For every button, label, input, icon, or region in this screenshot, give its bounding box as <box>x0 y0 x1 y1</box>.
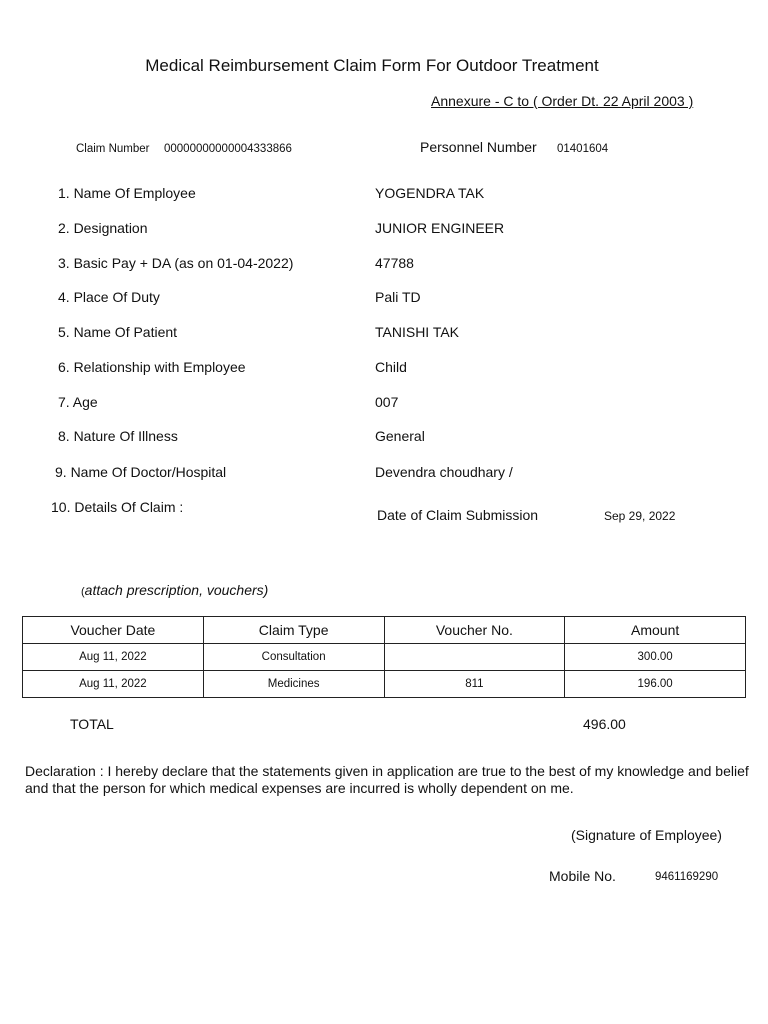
total-label: TOTAL <box>70 716 114 732</box>
mobile-number-value: 9461169290 <box>655 871 719 883</box>
declaration-text: Declaration : I hereby declare that the statements given in application are true to the best of my knowledge and belief and that the person for which medical expenses are incurred is wholly dependent on me. <box>25 763 749 796</box>
personnel-number-value: 01401604 <box>557 143 609 155</box>
field-label-patient-name: 5. Name Of Patient <box>58 324 178 340</box>
cell-amount: 300.00 <box>565 644 746 671</box>
claim-submission-date-value: Sep 29, 2022 <box>604 509 676 523</box>
field-value-age: 007 <box>375 394 399 410</box>
header-voucher-date: Voucher Date <box>23 617 204 644</box>
cell-voucher-no <box>384 644 565 671</box>
claim-submission-date-label: Date of Claim Submission <box>377 507 539 523</box>
attach-note-text: attach prescription, vouchers) <box>84 582 269 598</box>
voucher-table <box>22 616 746 698</box>
cell-voucher-no: 811 <box>384 671 565 698</box>
header-voucher-no: Voucher No. <box>384 617 565 644</box>
field-value-employee-name: YOGENDRA TAK <box>375 185 485 201</box>
field-label-doctor-hospital: 9. Name Of Doctor/Hospital <box>55 464 227 480</box>
field-label-place-of-duty: 4. Place Of Duty <box>58 289 160 305</box>
header-amount: Amount <box>565 617 746 644</box>
mobile-number-label: Mobile No. <box>549 868 616 884</box>
claim-number-value: 00000000000004333866 <box>164 143 292 155</box>
table-row <box>23 644 746 671</box>
field-value-basic-pay: 47788 <box>375 255 414 271</box>
field-label-employee-name: 1. Name Of Employee <box>58 185 196 201</box>
header-claim-type: Claim Type <box>203 617 384 644</box>
field-value-relationship: Child <box>375 359 407 375</box>
field-label-nature-of-illness: 8. Nature Of Illness <box>58 428 178 444</box>
field-label-designation: 2. Designation <box>58 220 148 236</box>
personnel-number-label: Personnel Number <box>420 139 537 155</box>
field-label-relationship: 6. Relationship with Employee <box>58 359 246 375</box>
cell-voucher-date: Aug 11, 2022 <box>23 671 204 698</box>
attach-note-paren: ( <box>81 586 85 598</box>
table-row <box>23 671 746 698</box>
field-value-place-of-duty: Pali TD <box>375 289 421 305</box>
annexure-reference: Annexure - C to ( Order Dt. 22 April 2003 ) <box>431 93 694 109</box>
page-title: Medical Reimbursement Claim Form For Outdoor Treatment <box>145 56 599 75</box>
signature-label: (Signature of Employee) <box>571 827 722 843</box>
table-header-row <box>23 617 746 644</box>
attach-note <box>81 582 268 598</box>
cell-claim-type: Medicines <box>203 671 384 698</box>
cell-voucher-date: Aug 11, 2022 <box>23 644 204 671</box>
cell-claim-type: Consultation <box>203 644 384 671</box>
field-value-patient-name: TANISHI TAK <box>375 324 460 340</box>
field-value-doctor-hospital: Devendra choudhary / <box>375 464 513 480</box>
field-label-details-of-claim: 10. Details Of Claim : <box>51 499 184 515</box>
total-value: 496.00 <box>583 716 626 732</box>
field-value-nature-of-illness: General <box>375 428 425 444</box>
field-label-age: 7. Age <box>58 394 98 410</box>
claim-number-label: Claim Number <box>76 143 150 155</box>
field-label-basic-pay: 3. Basic Pay + DA (as on 01-04-2022) <box>58 255 294 271</box>
field-value-designation: JUNIOR ENGINEER <box>375 220 505 236</box>
cell-amount: 196.00 <box>565 671 746 698</box>
